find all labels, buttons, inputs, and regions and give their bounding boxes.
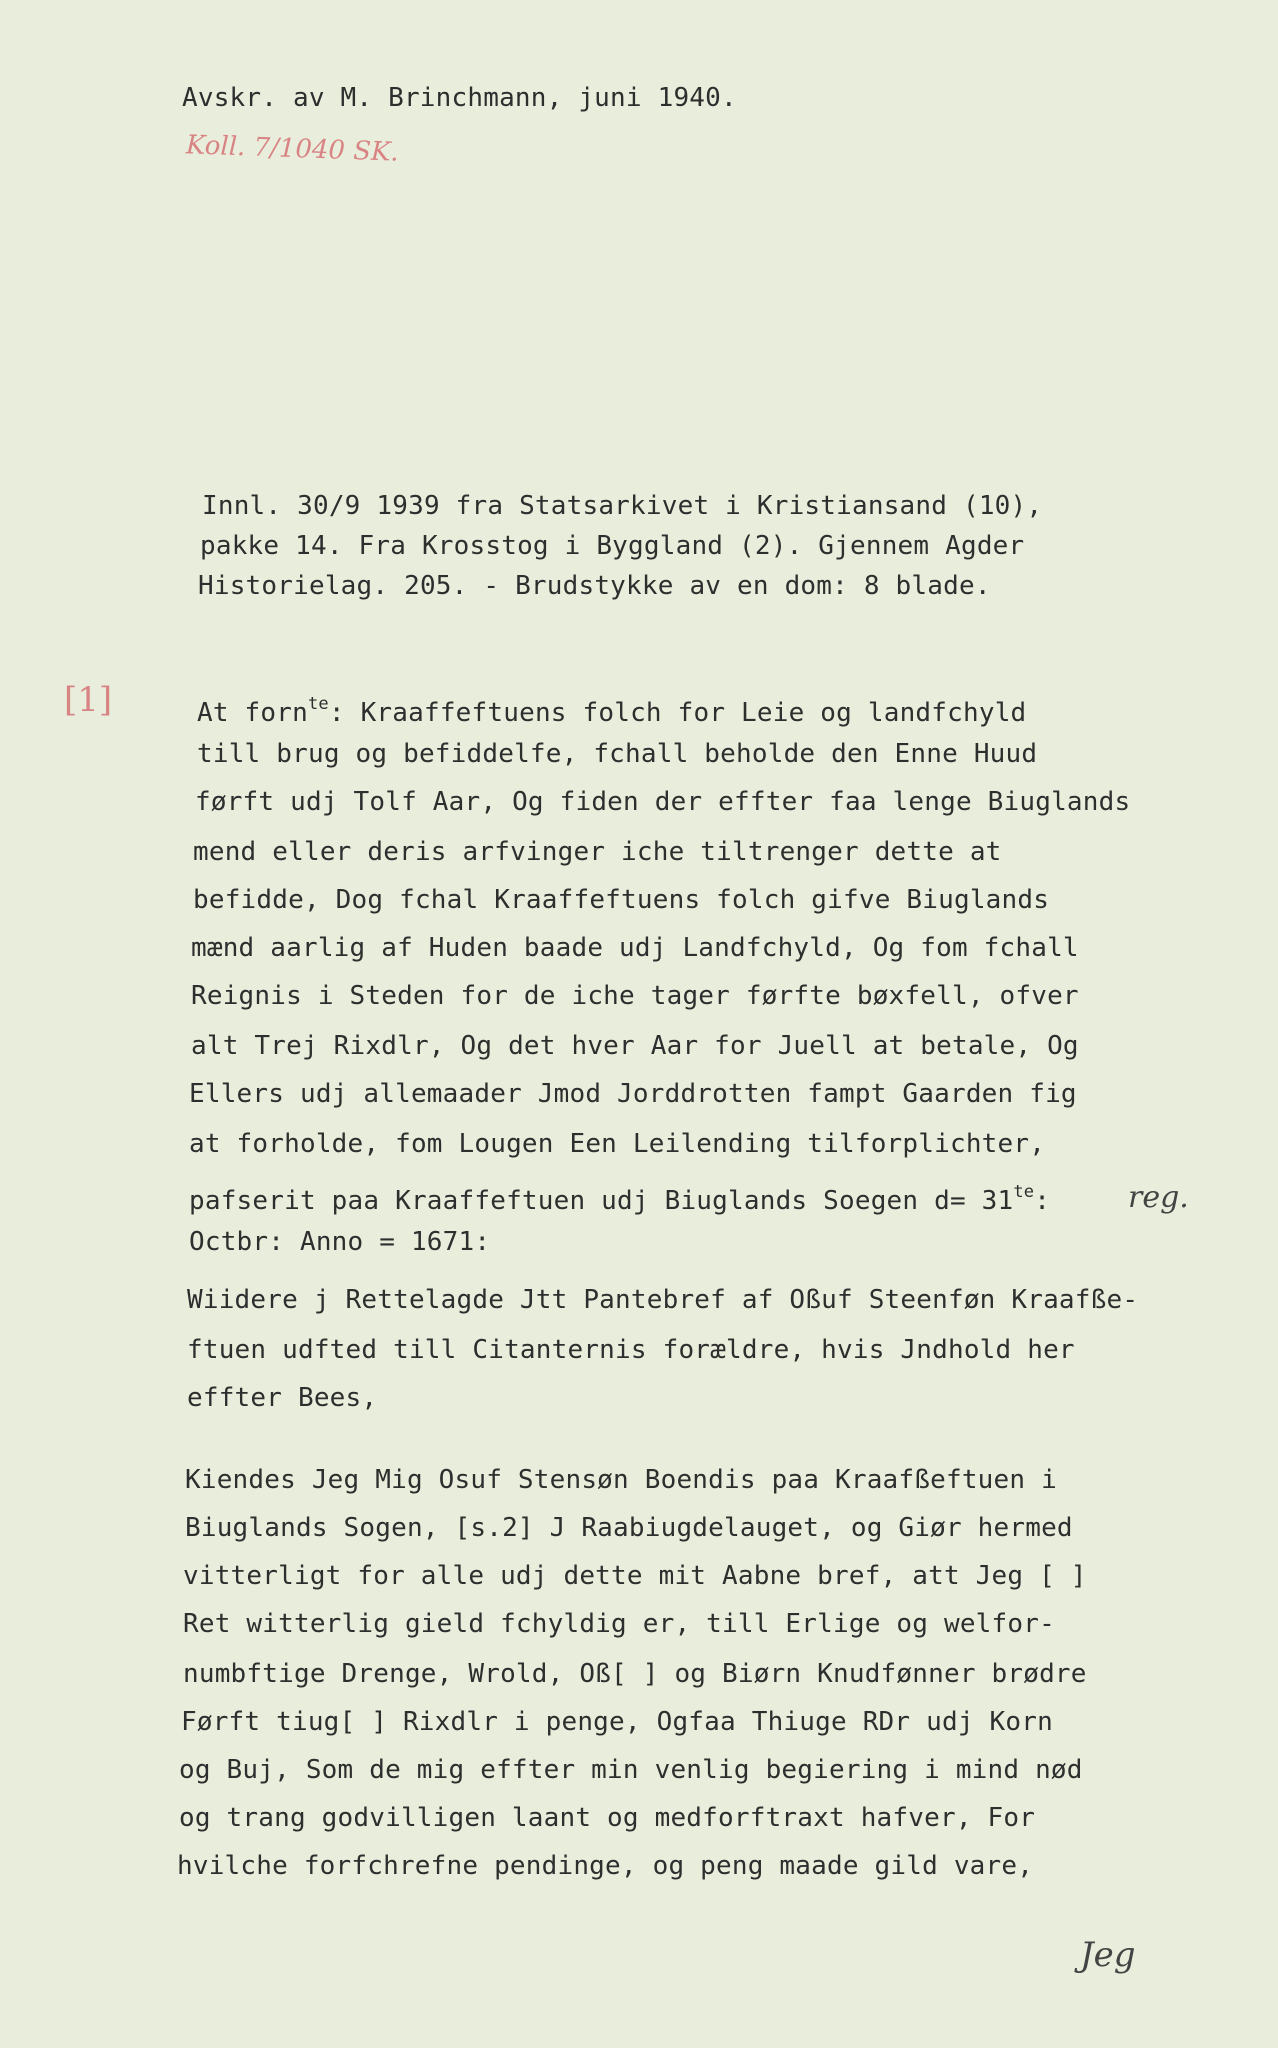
body-line: Octbr: Anno = 1671: xyxy=(189,1227,491,1257)
body-line: og Buj, Som de mig effter min venlig begiering i mind nød xyxy=(179,1755,1083,1785)
body-line: befidde, Dog fchal Kraaffeftuens folch gifve Biuglands xyxy=(193,885,1050,915)
page-marker: [1] xyxy=(64,680,113,720)
body-line: førft udj Tolf Aar, Og fiden der effter faa lenge Biuglands xyxy=(195,787,1131,817)
body-line: hvilche forfchrefne pendinge, og peng maade gild vare, xyxy=(177,1851,1034,1881)
transcription-note: Avskr. av M. Brinchmann, juni 1940. xyxy=(182,83,737,113)
body-line: Ellers udj allemaader Jmod Jorddrotten fampt Gaarden fig xyxy=(189,1079,1077,1109)
body-line: Reignis i Steden for de iche tager førfte bøxfell, ofver xyxy=(191,981,1079,1011)
body-line: Wiidere j Rettelagde Jtt Pantebref af Oßuf Steenføn Kraafße- xyxy=(187,1285,1139,1315)
body-line: alt Trej Rixdlr, Og det hver Aar for Juell at betale, Og xyxy=(191,1031,1079,1061)
body-line: pafserit paa Kraaffeftuen udj Biuglands Soegen $d= 31^{te}$: xyxy=(189,1182,1051,1216)
body-line: At forn$^{te}$: Kraaffeftuens folch for Leie og landfchyld xyxy=(197,694,1027,728)
collection-mark: Koll. 7/1040 SK. xyxy=(185,130,400,168)
body-line: effter Bees, xyxy=(187,1383,378,1413)
body-line: mænd aarlig af Huden baade udj Landfchyld, Og fom fchall xyxy=(191,933,1079,963)
body-line: numbftige Drenge, Wrold, Oß[ ] og Biørn Knudfønner brødre xyxy=(183,1659,1087,1689)
intro-line: Historielag. 205. - Brudstykke av en dom: 8 blade. xyxy=(198,571,991,601)
body-line: vitterligt for alle udj dette mit Aabne bref, att Jeg [ ] xyxy=(183,1561,1087,1591)
body-line: og trang godvilligen laant og medforftraxt hafver, For xyxy=(179,1803,1036,1833)
body-line: ftuen udfted till Citanternis forældre, hvis Jndhold her xyxy=(187,1335,1075,1365)
margin-note-reg: reg. xyxy=(1128,1180,1189,1215)
body-line: Ret witterlig gield fchyldig er, till Erlige og welfor- xyxy=(183,1609,1055,1639)
body-line: at forholde, fom Lougen Een Leilending tilforplichter, xyxy=(189,1129,1046,1159)
body-line: Kiendes Jeg Mig Osuf Stensøn Boendis paa Kraafßeftuen i xyxy=(185,1465,1057,1495)
body-line: mend eller deris arfvinger iche tiltrenger dette at xyxy=(193,837,1002,867)
body-line: Biuglands Sogen, [s.2] J Raabiugdelauget, og Giør hermed xyxy=(185,1513,1073,1543)
margin-note-bottom: Jeg xyxy=(1080,1935,1136,1975)
body-line: till brug og befiddelfe, fchall beholde den Enne Huud xyxy=(197,739,1038,769)
intro-line: Innl. 30/9 1939 fra Statsarkivet i Kristiansand (10), xyxy=(202,491,1043,521)
intro-line: pakke 14. Fra Krosstog i Byggland (2). Gjennem Agder xyxy=(200,531,1025,561)
body-line: Førft tiug[ ] Rixdlr i penge, Ogfaa Thiuge RDr udj Korn xyxy=(181,1707,1053,1737)
